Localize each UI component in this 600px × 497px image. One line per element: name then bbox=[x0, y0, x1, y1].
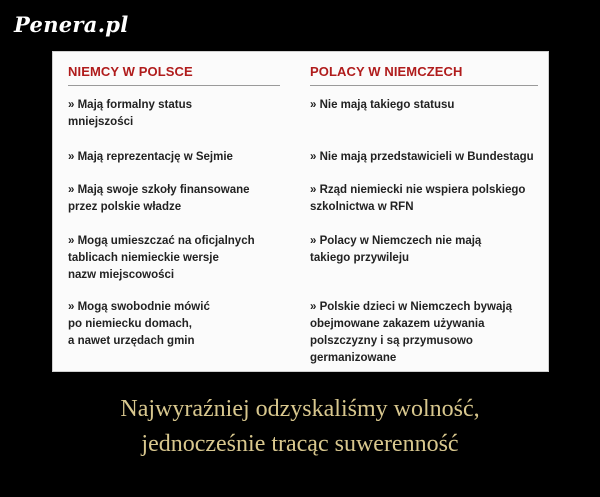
column-heading: POLACY W NIEMCZECH bbox=[310, 64, 463, 79]
comparison-panel bbox=[52, 51, 549, 372]
list-item: » Mają reprezentację w Sejmie bbox=[68, 151, 233, 163]
heading-divider bbox=[310, 85, 538, 86]
site-logo[interactable]: Penera.pl bbox=[14, 12, 129, 37]
list-item: » Nie mają przedstawicieli w Bundestagu bbox=[310, 151, 534, 163]
list-item: » Mają swoje szkoły finansowane przez polskie władze bbox=[68, 184, 250, 213]
column-heading: NIEMCY W POLSCE bbox=[68, 64, 193, 79]
heading-divider bbox=[68, 85, 280, 86]
caption-text: Najwyraźniej odzyskaliśmy wolność, jednocześnie tracąc suwerenność bbox=[120, 396, 480, 457]
list-item: » Mogą umieszczać na oficjalnych tablicach niemieckie wersje nazw miejscowości bbox=[68, 235, 255, 281]
list-item: » Nie mają takiego statusu bbox=[310, 99, 455, 111]
list-item: » Polskie dzieci w Niemczech bywają obejmowane zakazem używania polszczyzny i są przymusowo germanizowane bbox=[310, 301, 512, 364]
list-item: » Rząd niemiecki nie wspiera polskiego szkolnictwa w RFN bbox=[310, 184, 526, 213]
list-item: » Mają formalny status mniejszości bbox=[68, 99, 192, 128]
list-item: » Mogą swobodnie mówić po niemiecku domach, a nawet urzędach gmin bbox=[68, 301, 210, 347]
list-item: » Polacy w Niemczech nie mają takiego przywileju bbox=[310, 235, 482, 264]
